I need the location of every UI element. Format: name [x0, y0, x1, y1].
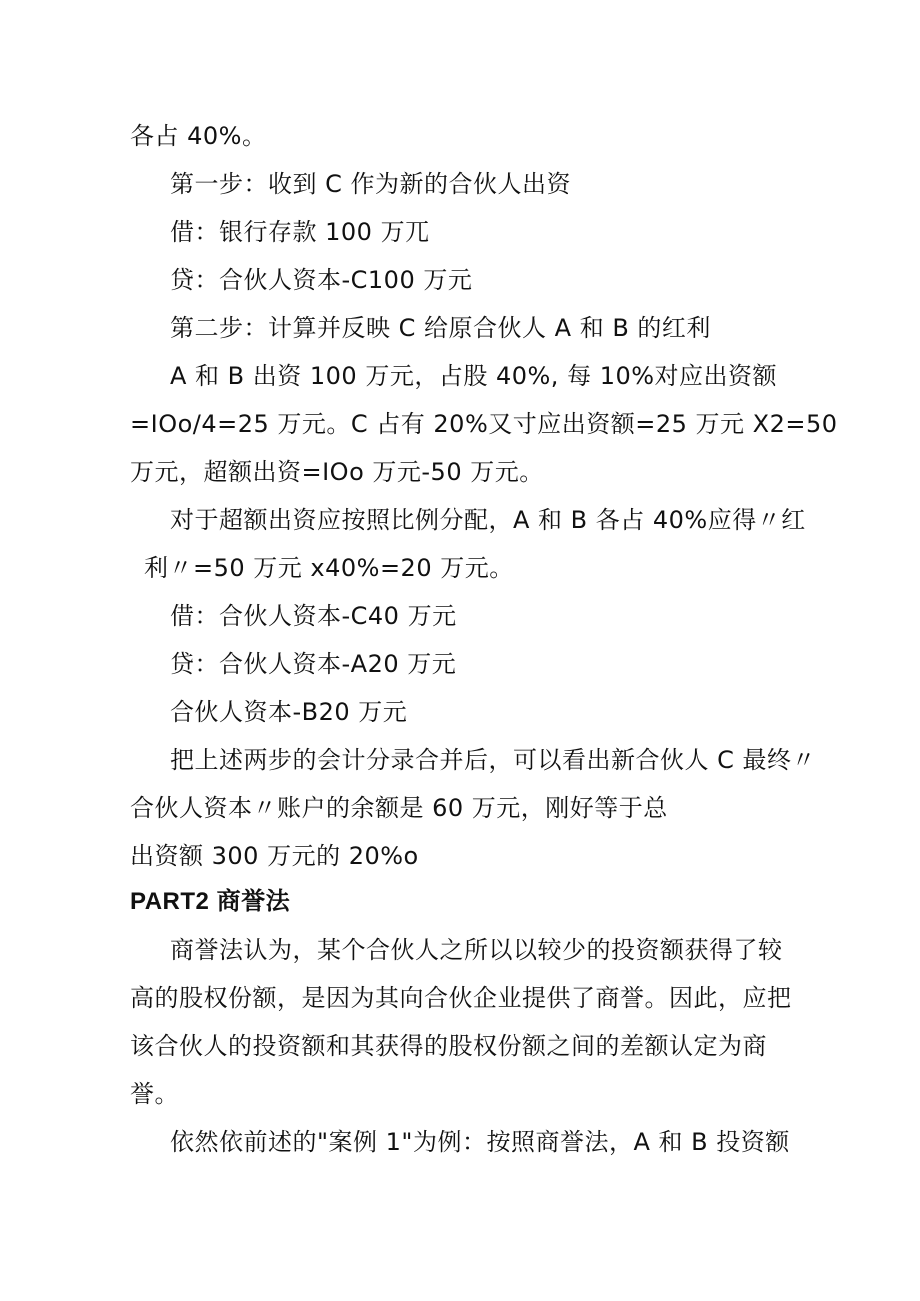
- text-line: 利〃=50 万元 x40%=20 万元。: [144, 554, 514, 582]
- text-line: 万元，超额出资=IOo 万元-50 万元。: [130, 458, 544, 486]
- text-line: 出资额 300 万元的 20%o: [130, 842, 419, 870]
- text-line: 借：银行存款 100 万兀: [170, 218, 430, 246]
- text-line: 贷：合伙人资本-A20 万元: [170, 650, 457, 678]
- text-line: 合伙人资本-B20 万元: [170, 698, 408, 726]
- text-line: A 和 B 出资 100 万元，占股 40%, 每 10%对应出资额: [170, 362, 778, 390]
- text-line: 贷：合伙人资本-C100 万元: [170, 266, 473, 294]
- text-line: 高的股权份额，是因为其向合伙企业提供了商誉。因此，应把: [130, 984, 792, 1012]
- section-heading: PART2 商誉法: [130, 888, 291, 915]
- text-line: 第二步：计算并反映 C 给原合伙人 A 和 B 的红利: [170, 314, 711, 342]
- text-line: 把上述两步的会计分录合并后，可以看出新合伙人 C 最终〃: [170, 746, 817, 774]
- text-line: 借：合伙人资本-C40 万元: [170, 602, 457, 630]
- text-line: 该合伙人的投资额和其获得的股权份额之间的差额认定为商: [130, 1032, 767, 1060]
- text-line: 第一步：收到 C 作为新的合伙人出资: [170, 170, 572, 198]
- text-line: 誉。: [130, 1080, 179, 1108]
- text-line: 对于超额出资应按照比例分配，A 和 B 各占 40%应得〃红: [170, 506, 806, 534]
- text-line: =IOo/4=25 万元。C 占有 20%又寸应出资额=25 万元 X2=50: [130, 410, 838, 438]
- text-line: 各占 40%。: [130, 122, 267, 150]
- text-line: 商誉法认为，某个合伙人之所以以较少的投资额获得了较: [170, 936, 783, 964]
- text-line: 依然依前述的"案例 1"为例：按照商誉法，A 和 B 投资额: [170, 1128, 790, 1156]
- text-line: 合伙人资本〃账户的余额是 60 万元，刚好等于总: [130, 794, 668, 822]
